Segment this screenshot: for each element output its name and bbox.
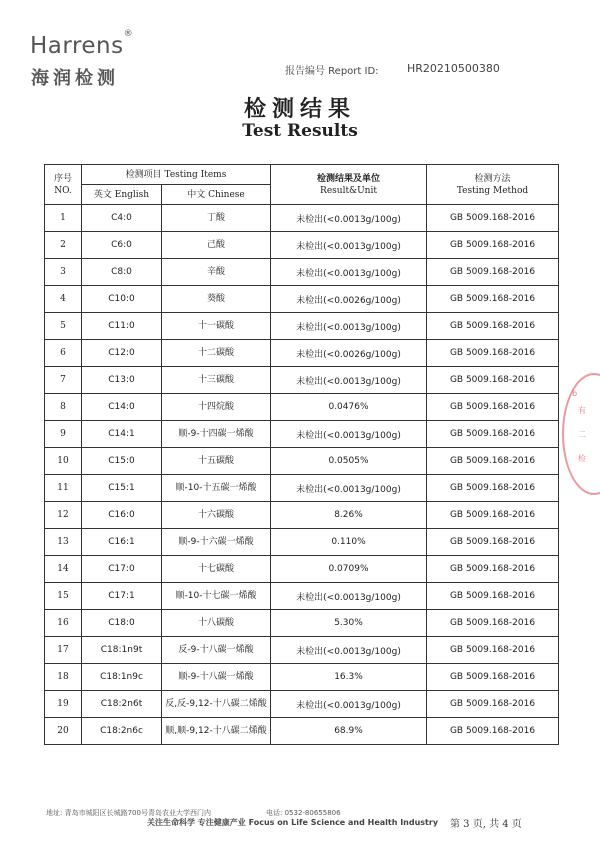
- row-chinese: 顺,顺-9,12-十八碳二烯酸: [162, 718, 271, 745]
- row-no: 18: [45, 664, 82, 691]
- table-row: [45, 421, 559, 448]
- row-english: C14:0: [82, 394, 162, 421]
- row-chinese: 顺-10-十七碳一烯酸: [162, 583, 271, 610]
- row-no: 9: [45, 421, 82, 448]
- row-result: 未检出(<0.0026g/100g): [271, 286, 427, 313]
- row-result: 未检出(<0.0013g/100g): [271, 259, 427, 286]
- row-english: C18:1n9t: [82, 637, 162, 664]
- col-header-items: 检测项目 Testing Items: [82, 165, 271, 185]
- row-result: 未检出(<0.0013g/100g): [271, 313, 427, 340]
- row-no: 5: [45, 313, 82, 340]
- row-english: C12:0: [82, 340, 162, 367]
- row-result: 未检出(<0.0013g/100g): [271, 583, 427, 610]
- page-title-chinese: 检测结果: [243, 97, 356, 122]
- row-chinese: 辛酸: [162, 259, 271, 286]
- row-result: 0.110%: [271, 529, 427, 556]
- report-id-value: HR20210500380: [407, 62, 500, 75]
- row-method: GB 5009.168-2016: [427, 691, 559, 718]
- row-no: 3: [45, 259, 82, 286]
- table-row: [45, 394, 559, 421]
- col-header-result: [271, 165, 427, 205]
- row-method: GB 5009.168-2016: [427, 556, 559, 583]
- row-no: 12: [45, 502, 82, 529]
- row-english: C10:0: [82, 286, 162, 313]
- row-chinese: 十一碳酸: [162, 313, 271, 340]
- row-result: 未检出(<0.0013g/100g): [271, 421, 427, 448]
- row-no: 14: [45, 556, 82, 583]
- row-method: GB 5009.168-2016: [427, 421, 559, 448]
- page-number: 第 3 页, 共 4 页: [450, 819, 522, 830]
- table-body: [45, 205, 559, 745]
- col-header-no: [45, 165, 82, 205]
- row-chinese: 顺-10-十五碳一烯酸: [162, 475, 271, 502]
- row-chinese: 十六碳酸: [162, 502, 271, 529]
- row-result: 16.3%: [271, 664, 427, 691]
- row-chinese: 反-9-十八碳一烯酸: [162, 637, 271, 664]
- row-result: 未检出(<0.0026g/100g): [271, 340, 427, 367]
- row-method: GB 5009.168-2016: [427, 259, 559, 286]
- row-chinese: 十四烷酸: [162, 394, 271, 421]
- row-result: 0.0505%: [271, 448, 427, 475]
- row-method: GB 5009.168-2016: [427, 583, 559, 610]
- row-result: 0.0476%: [271, 394, 427, 421]
- row-method: GB 5009.168-2016: [427, 664, 559, 691]
- row-chinese: 己酸: [162, 232, 271, 259]
- row-method: GB 5009.168-2016: [427, 340, 559, 367]
- row-no: 1: [45, 205, 82, 232]
- table-row: [45, 691, 559, 718]
- row-result: 未检出(<0.0013g/100g): [271, 367, 427, 394]
- row-method: GB 5009.168-2016: [427, 205, 559, 232]
- row-result: 8.26%: [271, 502, 427, 529]
- row-chinese: 十八碳酸: [162, 610, 271, 637]
- row-method: GB 5009.168-2016: [427, 313, 559, 340]
- report-id-label: 报告编号 Report ID:: [285, 66, 379, 77]
- row-no: 7: [45, 367, 82, 394]
- row-english: C14:1: [82, 421, 162, 448]
- row-no: 17: [45, 637, 82, 664]
- table-row: [45, 313, 559, 340]
- row-no: 19: [45, 691, 82, 718]
- row-english: C17:0: [82, 556, 162, 583]
- row-english: C18:1n9c: [82, 664, 162, 691]
- table-row: [45, 286, 559, 313]
- row-method: GB 5009.168-2016: [427, 286, 559, 313]
- row-english: C15:1: [82, 475, 162, 502]
- logo-chinese: 海润检测: [31, 68, 119, 89]
- row-no: 2: [45, 232, 82, 259]
- table-row: [45, 367, 559, 394]
- row-chinese: 十二碳酸: [162, 340, 271, 367]
- table-row: [45, 232, 559, 259]
- row-result: 未检出(<0.0013g/100g): [271, 637, 427, 664]
- row-english: C8:0: [82, 259, 162, 286]
- table-row: [45, 340, 559, 367]
- row-result: 未检出(<0.0013g/100g): [271, 691, 427, 718]
- row-no: 8: [45, 394, 82, 421]
- row-method: GB 5009.168-2016: [427, 475, 559, 502]
- table-row: [45, 637, 559, 664]
- footer-phone: 电话: 0532-80655806: [266, 809, 341, 817]
- row-result: 5.30%: [271, 610, 427, 637]
- row-english: C17:1: [82, 583, 162, 610]
- row-chinese: 丁酸: [162, 205, 271, 232]
- row-english: C18:2n6t: [82, 691, 162, 718]
- row-chinese: 顺-9-十八碳一烯酸: [162, 664, 271, 691]
- row-chinese: 十三碳酸: [162, 367, 271, 394]
- row-chinese: 顺-9-十六碳一烯酸: [162, 529, 271, 556]
- table-row: [45, 475, 559, 502]
- row-english: C4:0: [82, 205, 162, 232]
- footer-address: 地址: 青岛市城阳区长城路700号青岛农业大学西门内: [46, 809, 211, 817]
- row-method: GB 5009.168-2016: [427, 394, 559, 421]
- row-chinese: 十七碳酸: [162, 556, 271, 583]
- row-no: 10: [45, 448, 82, 475]
- col-header-result-en: Result&Unit: [320, 185, 377, 196]
- row-no: 13: [45, 529, 82, 556]
- page-title-english: Test Results: [242, 121, 358, 141]
- row-method: GB 5009.168-2016: [427, 448, 559, 475]
- row-english: C18:0: [82, 610, 162, 637]
- row-method: GB 5009.168-2016: [427, 637, 559, 664]
- row-method: GB 5009.168-2016: [427, 367, 559, 394]
- row-result: 68.9%: [271, 718, 427, 745]
- row-result: 0.0709%: [271, 556, 427, 583]
- row-chinese: 顺-9-十四碳一烯酸: [162, 421, 271, 448]
- row-english: C16:1: [82, 529, 162, 556]
- row-result: 未检出(<0.0013g/100g): [271, 475, 427, 502]
- col-header-result-cn: 检测结果及单位: [316, 173, 380, 184]
- row-no: 4: [45, 286, 82, 313]
- table-row: [45, 718, 559, 745]
- row-english: C18:2n6c: [82, 718, 162, 745]
- col-header-method-cn: 检测方法: [474, 173, 511, 184]
- table-row: [45, 556, 559, 583]
- col-header-chinese: 中文 Chinese: [162, 185, 271, 205]
- table-row: [45, 664, 559, 691]
- row-no: 6: [45, 340, 82, 367]
- row-result: 未检出(<0.0013g/100g): [271, 205, 427, 232]
- table-row: [45, 610, 559, 637]
- seal-stamp: b 有 二 检: [562, 373, 600, 495]
- row-english: C6:0: [82, 232, 162, 259]
- row-english: C15:0: [82, 448, 162, 475]
- row-method: GB 5009.168-2016: [427, 718, 559, 745]
- report-id: [285, 62, 500, 77]
- row-method: GB 5009.168-2016: [427, 502, 559, 529]
- logo-english: [30, 29, 134, 59]
- col-header-method-en: Testing Method: [456, 185, 529, 196]
- table-row: [45, 583, 559, 610]
- row-chinese: 十五碳酸: [162, 448, 271, 475]
- row-method: GB 5009.168-2016: [427, 232, 559, 259]
- table-row: [45, 205, 559, 232]
- registered-mark: ®: [123, 29, 134, 39]
- row-no: 11: [45, 475, 82, 502]
- table-row: [45, 502, 559, 529]
- row-chinese: 葵酸: [162, 286, 271, 313]
- row-method: GB 5009.168-2016: [427, 529, 559, 556]
- row-method: GB 5009.168-2016: [427, 610, 559, 637]
- row-no: 16: [45, 610, 82, 637]
- table-row: [45, 529, 559, 556]
- footer-slogan: 关注生命科学 专注健康产业 Focus on Life Science and Health Industry: [147, 818, 439, 827]
- row-no: 20: [45, 718, 82, 745]
- col-header-english: 英文 English: [82, 185, 162, 205]
- row-english: C13:0: [82, 367, 162, 394]
- row-no: 15: [45, 583, 82, 610]
- row-chinese: 反,反-9,12-十八碳二烯酸: [162, 691, 271, 718]
- row-english: C16:0: [82, 502, 162, 529]
- results-table: [44, 164, 559, 745]
- table-row: [45, 448, 559, 475]
- table-row: [45, 259, 559, 286]
- row-english: C11:0: [82, 313, 162, 340]
- row-result: 未检出(<0.0013g/100g): [271, 232, 427, 259]
- logo-text: Harrens: [30, 33, 124, 59]
- col-header-no-cn: 序号: [53, 173, 72, 184]
- col-header-method: [427, 165, 559, 205]
- col-header-no-en: NO.: [54, 185, 72, 196]
